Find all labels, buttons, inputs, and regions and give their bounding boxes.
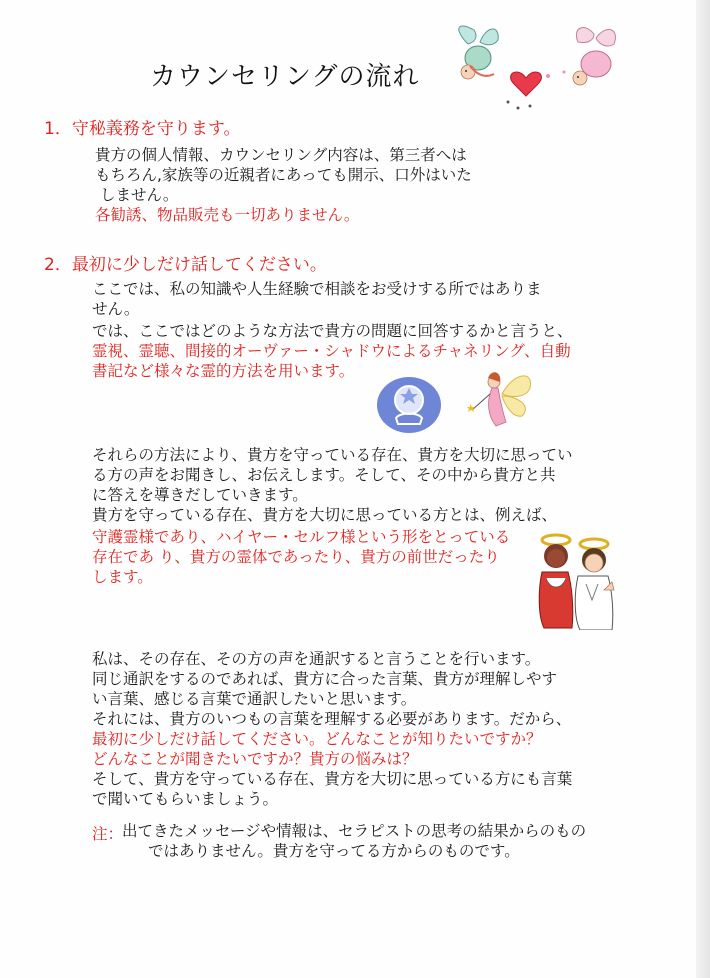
para3-line: それには、貴方のいつもの言葉を理解する必要があります。だから、 <box>92 710 572 728</box>
section1-line: 貴方の個人情報、カウンセリング内容は、第三者へは <box>95 146 467 164</box>
section2-heading: 2．最初に少しだけ話してください。 <box>44 255 327 275</box>
para2-line: 貴方を守っている存在、貴方を大切に思っている方とは、例えば、 <box>92 506 558 524</box>
section1-red-line: 各勧誘、物品販売も一切ありません。 <box>95 206 360 224</box>
para2-line: に答えを導きだしていきます。 <box>92 486 308 504</box>
para2-line: る方の声をお聞きし、お伝えします。そして、その中から貴方と共 <box>92 466 556 484</box>
note-line: 出てきたメッセージや情報は、セラピストの思考の結果からのもの <box>122 822 587 840</box>
para3-line: で聞いてもらいましょう。 <box>92 790 279 808</box>
page-edge <box>696 0 710 978</box>
section2-line: では、ここではどのような方法で貴方の問題に回答するかと言うと、 <box>92 322 573 340</box>
para3-red-line: 最初に少しだけ話してください。どんなことが知りたいですか？ <box>92 730 542 748</box>
note-mark: 注： <box>92 825 124 843</box>
para3-line: そして、貴方を守っている存在、貴方を大切に思っている方にも言葉 <box>92 770 573 788</box>
para2-red-line: 守護霊様であり、ハイヤー・セルフ様という形をとっている <box>92 528 511 546</box>
section2-red-line: 霊視、霊聴、間接的オーヴァー・シャドウによるチャネリング、自動 <box>92 342 571 360</box>
para2-red-line: 存在であ り、貴方の霊体であったり、貴方の前世だったり <box>92 548 500 566</box>
para3-line: い言葉、感じる言葉で通訳したいと思います。 <box>92 690 417 708</box>
section2-line: せん。 <box>92 300 140 318</box>
para2-red-line: します。 <box>92 568 153 586</box>
page-title: カウンセリングの流れ <box>150 62 420 92</box>
para3-line: 私は、その存在、その方の声を通訳すると言うことを行います。 <box>92 650 541 668</box>
angel-children-illustration <box>528 530 620 630</box>
para3-red-line: どんなことが聞きたいですか？貴方の悩みは？ <box>92 750 418 768</box>
section1-line: もちろん,家族等の近親者にあっても開示、口外はいた <box>95 166 472 184</box>
section1-line: しません。 <box>100 186 179 204</box>
para3-line: 同じ通訳をするのであれば、貴方に合った言葉、貴方が理解しやす <box>92 670 558 688</box>
section1-heading: 1．守秘義務を守ります。 <box>44 119 241 139</box>
section2-red-line: 書記など様々な霊的方法を用います。 <box>92 362 355 380</box>
para2-line: それらの方法により、貴方を守っている存在、貴方を大切に思ってい <box>92 446 573 464</box>
angels-heart-illustration <box>448 22 628 114</box>
note-line: ではありません。貴方を守ってる方からのものです。 <box>148 842 520 860</box>
crystal-ball-icon <box>376 376 442 434</box>
section2-line: ここでは、私の知識や人生経験で相談をお受けする所ではありま <box>92 280 542 298</box>
fairy-illustration <box>462 366 542 432</box>
